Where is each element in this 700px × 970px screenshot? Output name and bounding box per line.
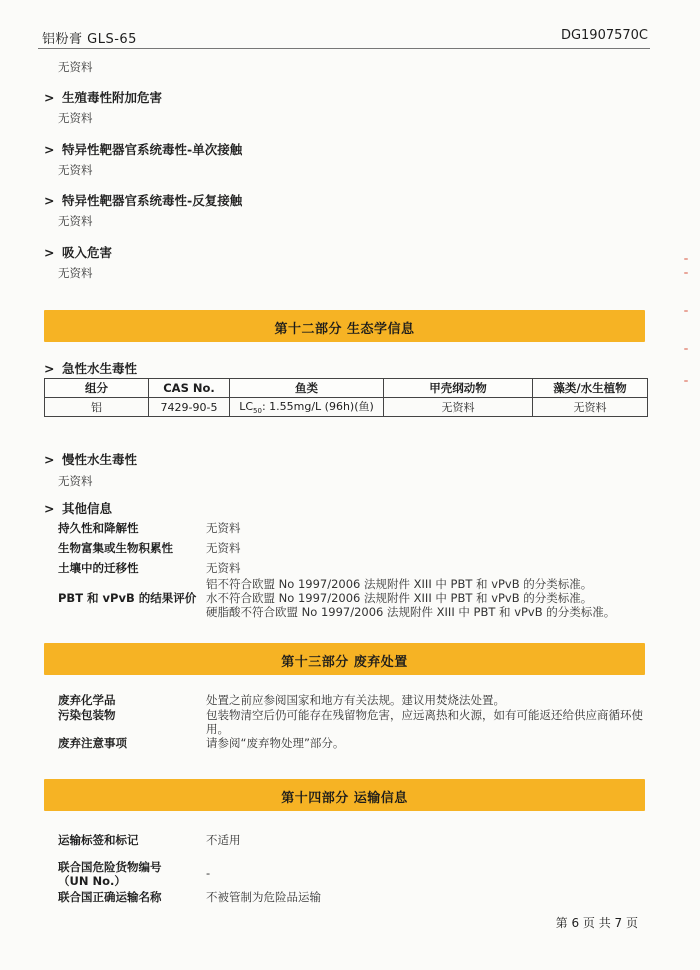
chevron-right-icon: > [44,245,55,260]
chronic-value: 无资料 [58,474,93,488]
packaging-label: 污染包装物 [58,708,116,722]
subheading-aspiration: > 吸入危害 [44,245,113,260]
table-cell: 无资料 [533,398,648,417]
soil-mobility-value: 无资料 [206,561,241,575]
table-cell: 无资料 [384,398,533,417]
pbt-line: 水不符合欧盟 No 1997/2006 法规附件 XIII 中 PBT 和 vPvB 的分类标准。 [206,591,593,605]
transport-label-marks-value: 不适用 [206,833,241,847]
persistence-value: 无资料 [206,521,241,535]
waste-chemical-value: 处置之前应参阅国家和地方有关法规。建议用焚烧法处置。 [206,693,505,707]
shipping-name-label: 联合国正确运输名称 [58,890,162,904]
table-cell: 铝 [45,398,149,417]
column-header: 藻类/水生植物 [533,379,648,398]
disposal-notice-value: 请参阅“废弃物处理”部分。 [206,736,345,750]
stot-repeated-value: 无资料 [58,214,93,228]
page-header [42,26,648,48]
un-number-value: - [206,866,211,880]
packaging-value-cont: 用。 [206,722,229,736]
pbt-line: 铝不符合欧盟 No 1997/2006 法规附件 XIII 中 PBT 和 vPvB 的分类标准。 [206,577,593,591]
disposal-notice-label: 废弃注意事项 [58,736,127,750]
table-header-row [45,379,648,398]
chevron-right-icon: > [44,501,55,516]
subheading-stot-repeated: > 特异性靶器官系统毒性-反复接触 [44,193,243,208]
table-cell: $LC_{50}$: 1.55mg/L (96h)(鱼) [230,398,384,417]
bioaccumulation-label: 生物富集或生物积累性 [58,541,173,555]
product-name: 铝粉膏 GLS-65 [42,32,137,47]
shipping-name-value: 不被管制为危险品运输 [206,890,321,904]
chevron-right-icon: > [44,361,55,376]
section-12-header: 第十二部分 生态学信息 [44,310,645,342]
persistence-label: 持久性和降解性 [58,521,139,535]
chevron-right-icon: > [44,452,55,467]
soil-mobility-label: 土壤中的迁移性 [58,561,139,575]
seal-mark [682,250,692,400]
table-cell: 7429-90-5 [149,398,230,417]
table-row [45,398,648,417]
subheading-acute-aquatic: > 急性水生毒性 [44,361,138,376]
transport-label-marks-label: 运输标签和标记 [58,833,139,847]
waste-chemical-label: 废弃化学品 [58,693,116,707]
page-number: 第 6 页 共 7 页 [555,916,638,930]
header-divider [38,48,650,49]
section-13-header: 第十三部分 废弃处置 [44,643,645,675]
document-id: DG1907570C [560,28,648,43]
un-number-label: 联合国危险货物编号 [58,860,162,874]
column-header: 组分 [45,379,149,398]
reproductive-value: 无资料 [58,111,93,125]
subheading-reproductive: > 生殖毒性附加危害 [44,90,163,105]
chevron-right-icon: > [44,142,55,157]
aquatic-toxicity-table [44,378,648,417]
column-header: CAS No. [149,379,230,398]
chevron-right-icon: > [44,90,55,105]
section-14-header: 第十四部分 运输信息 [44,779,645,811]
stot-single-value: 无资料 [58,163,93,177]
column-header: 鱼类 [230,379,384,398]
bioaccumulation-value: 无资料 [206,541,241,555]
chevron-right-icon: > [44,193,55,208]
column-header: 甲壳纲动物 [384,379,533,398]
pbt-label: PBT 和 vPvB 的结果评价 [58,591,197,605]
subheading-chronic-aquatic: > 慢性水生毒性 [44,452,138,467]
packaging-value: 包装物清空后仍可能存在残留物危害，应远离热和火源，如有可能返还给供应商循环使 [206,708,643,722]
un-number-label-cont: （UN No.） [58,874,126,888]
previous-item-value: 无资料 [58,60,93,74]
subheading-stot-single: > 特异性靶器官系统毒性-单次接触 [44,142,243,157]
subheading-other-info: > 其他信息 [44,501,113,516]
aspiration-value: 无资料 [58,266,93,280]
pbt-line: 硬脂酸不符合欧盟 No 1997/2006 法规附件 XIII 中 PBT 和 vPvB 的分类标准。 [206,605,616,619]
